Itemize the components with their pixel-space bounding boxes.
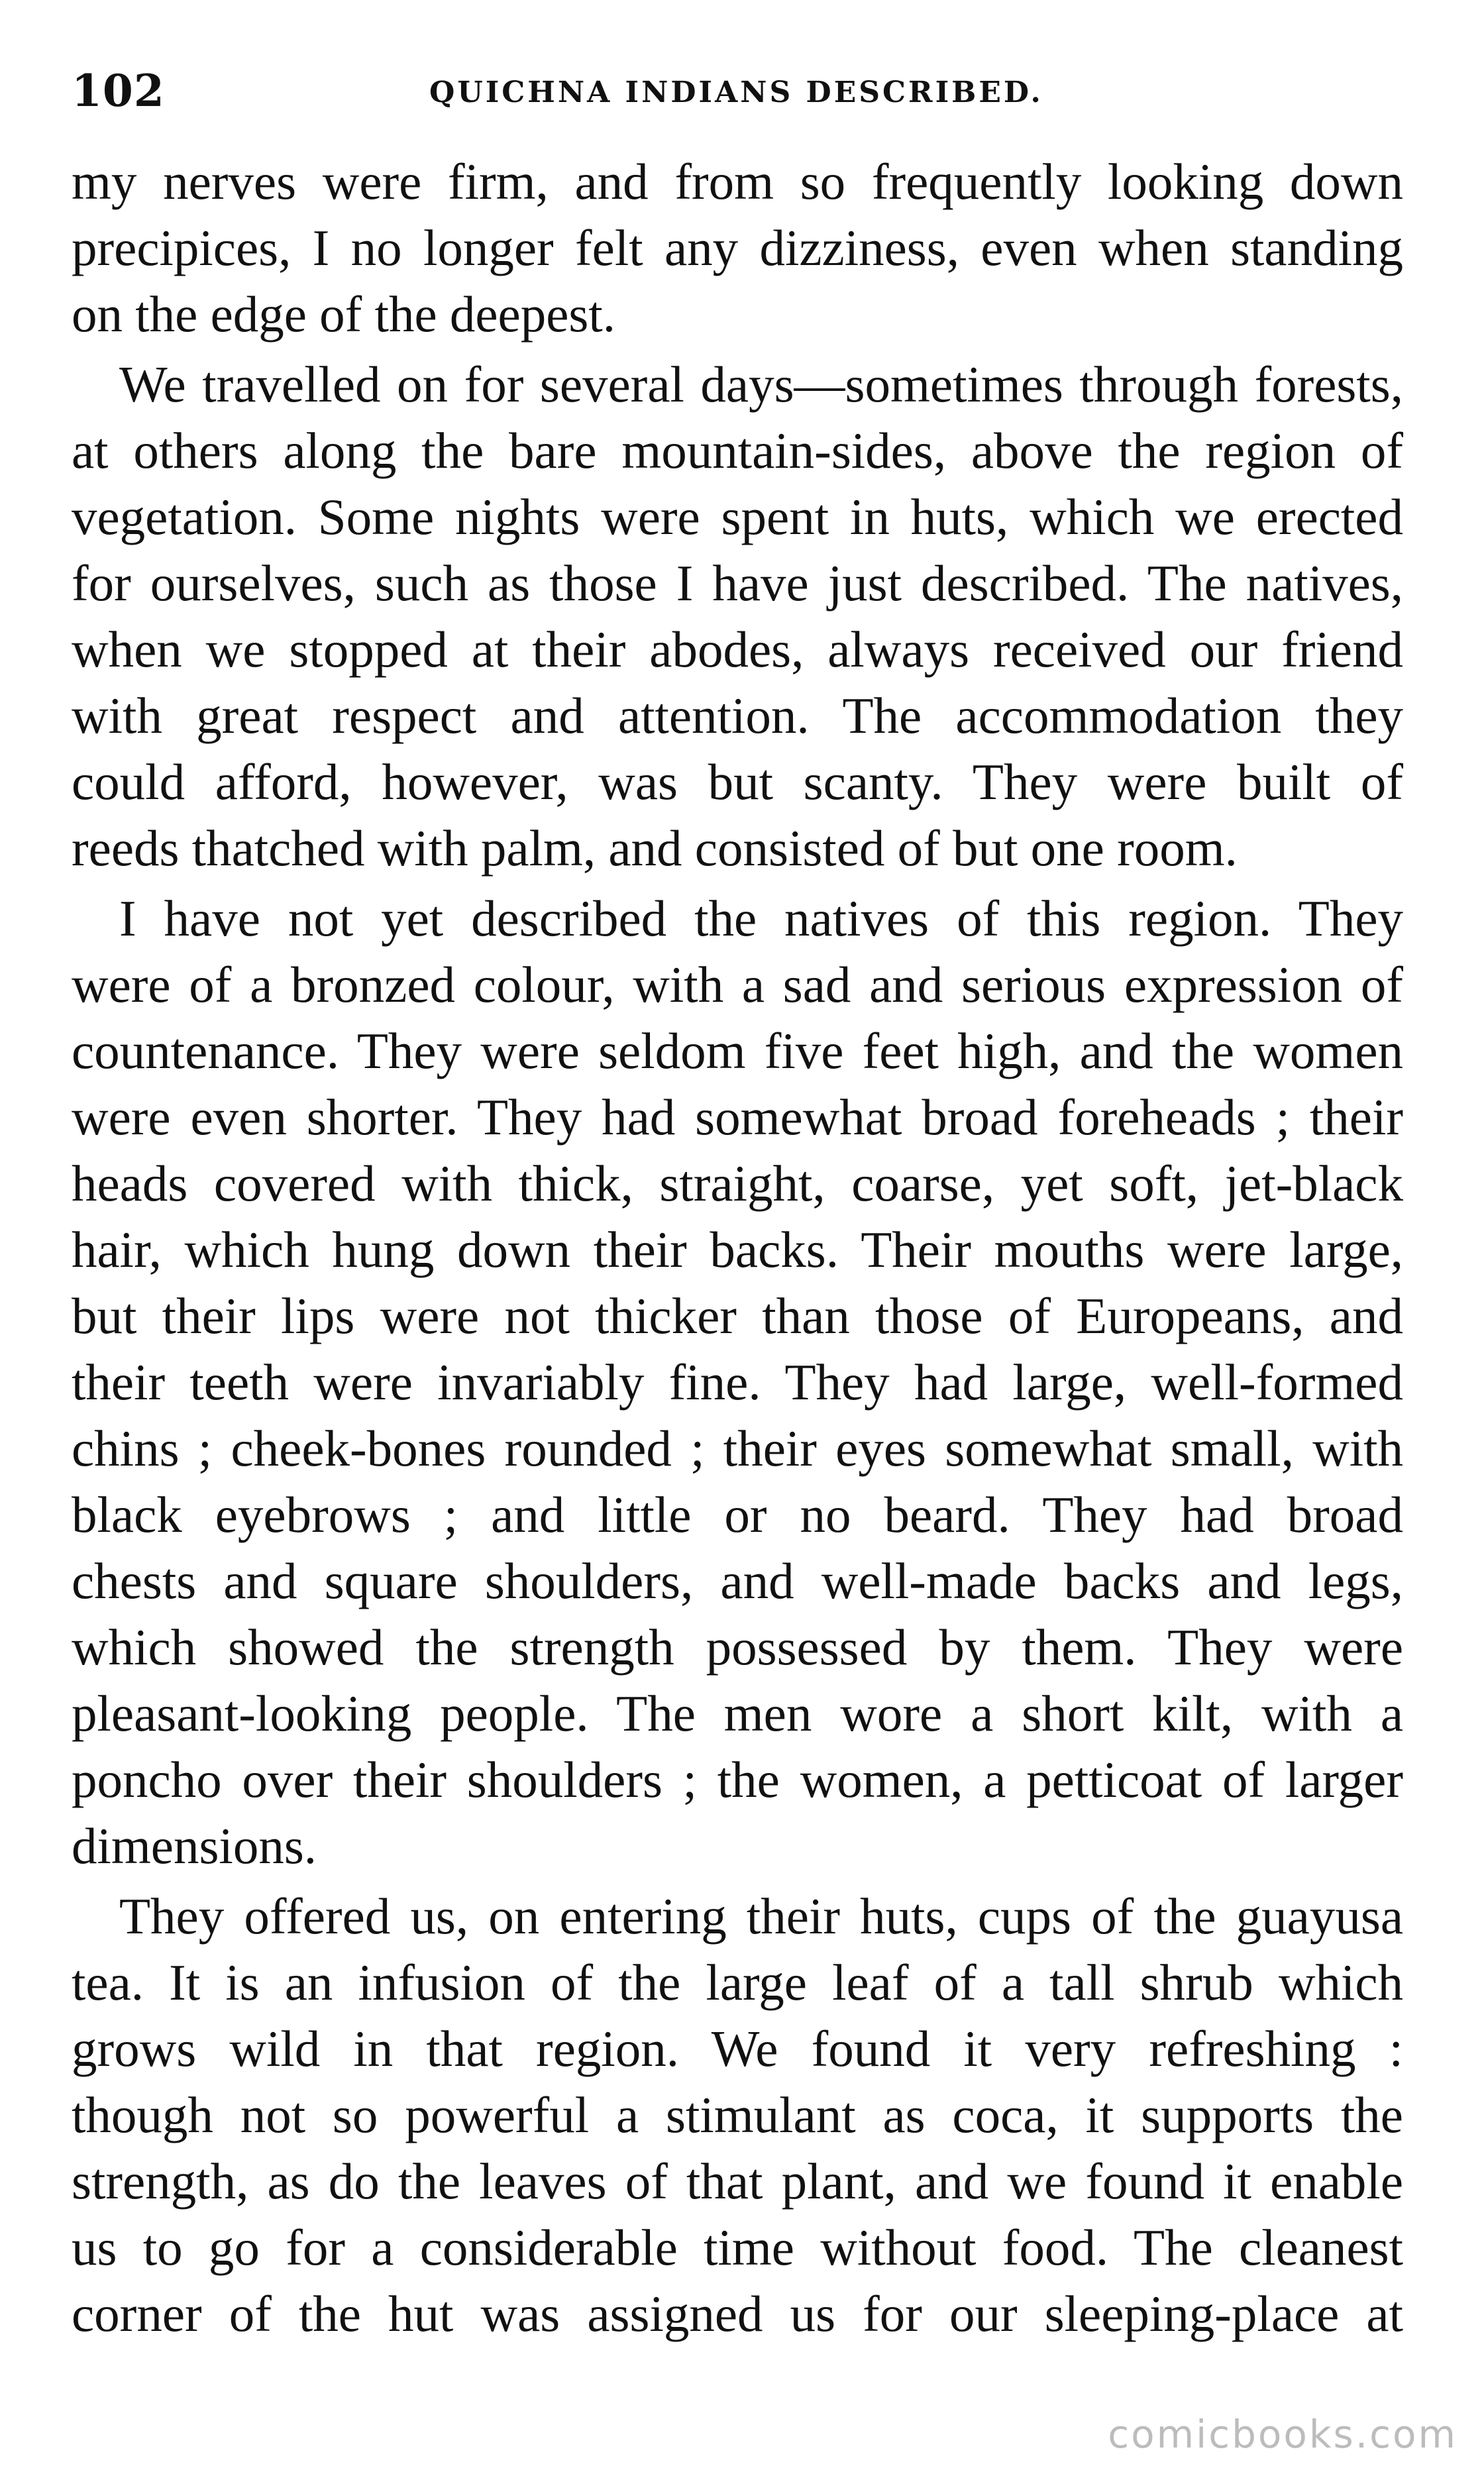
text-line: hair, which hung down their backs. Their mouths were large,	[72, 1221, 1403, 1278]
text-line: at others along the bare mountain-sides, above the region of	[72, 422, 1403, 479]
text-line: grows wild in that region. We found it very refreshing :	[72, 2020, 1403, 2077]
text-line: tea. It is an infusion of the large leaf of a tall shrub which	[72, 1954, 1403, 2011]
text-line: were of a bronzed colour, with a sad and serious expression of	[72, 956, 1403, 1013]
text-line: their teeth were invariably fine. They had large, well-formed	[72, 1354, 1403, 1411]
paragraph	[72, 885, 1403, 1879]
text-line: were even shorter. They had somewhat broad foreheads ; their	[72, 1089, 1403, 1146]
text-line: though not so powerful a stimulant as coca, it supports the	[72, 2086, 1403, 2143]
text-line: for ourselves, such as those I have just described. The natives,	[72, 555, 1403, 612]
text-line: pleasant-looking people. The men wore a short kilt, with a	[72, 1685, 1403, 1742]
text-line: dimensions.	[72, 1817, 317, 1874]
paragraph	[72, 148, 1403, 347]
text-line: heads covered with thick, straight, coarse, yet soft, jet-black	[72, 1155, 1403, 1212]
text-line: black eyebrows ; and little or no beard. They had broad	[72, 1486, 1403, 1543]
text-line: I have not yet described the natives of this region. They	[119, 890, 1403, 947]
text-line: countenance. They were seldom five feet high, and the women	[72, 1022, 1403, 1079]
running-head: QUICHNA INDIANS DESCRIBED.	[429, 76, 1043, 109]
text-line: chests and square shoulders, and well-made backs and legs,	[72, 1552, 1403, 1609]
text-line: my nerves were firm, and from so frequently looking down	[72, 153, 1403, 210]
text-line: strength, as do the leaves of that plant, and we found it enable	[72, 2153, 1403, 2210]
text-line: precipices, I no longer felt any dizziness, even when standing	[72, 219, 1403, 276]
page-header	[72, 61, 1403, 121]
text-line: They offered us, on entering their huts, cups of the guayusa	[119, 1888, 1403, 1945]
text-line: reeds thatched with palm, and consisted of but one room.	[72, 820, 1238, 877]
text-line: chins ; cheek-bones rounded ; their eyes somewhat small, with	[72, 1420, 1403, 1477]
text-line: vegetation. Some nights were spent in huts, which we erected	[72, 488, 1403, 545]
text-line: us to go for a considerable time without food. The cleanest	[72, 2219, 1403, 2276]
text-line: We travelled on for several days—sometimes through forests,	[119, 356, 1403, 413]
text-line: when we stopped at their abodes, always received our friend	[72, 621, 1403, 678]
text-line: but their lips were not thicker than those of Europeans, and	[72, 1287, 1403, 1344]
page-number: 102	[72, 65, 165, 117]
text-line: with great respect and attention. The accommodation they	[72, 687, 1403, 744]
body-text	[72, 148, 1403, 2347]
text-line: could afford, however, was but scanty. They were built of	[72, 753, 1403, 810]
text-line: which showed the strength possessed by them. They were	[72, 1619, 1403, 1676]
text-line: corner of the hut was assigned us for our sleeping-place at	[72, 2285, 1403, 2342]
paragraph	[72, 1883, 1403, 2347]
text-line: poncho over their shoulders ; the women, a petticoat of larger	[72, 1751, 1403, 1808]
paragraph	[72, 351, 1403, 881]
watermark: comicbooks.com	[1108, 2412, 1458, 2457]
text-line: on the edge of the deepest.	[72, 286, 616, 343]
